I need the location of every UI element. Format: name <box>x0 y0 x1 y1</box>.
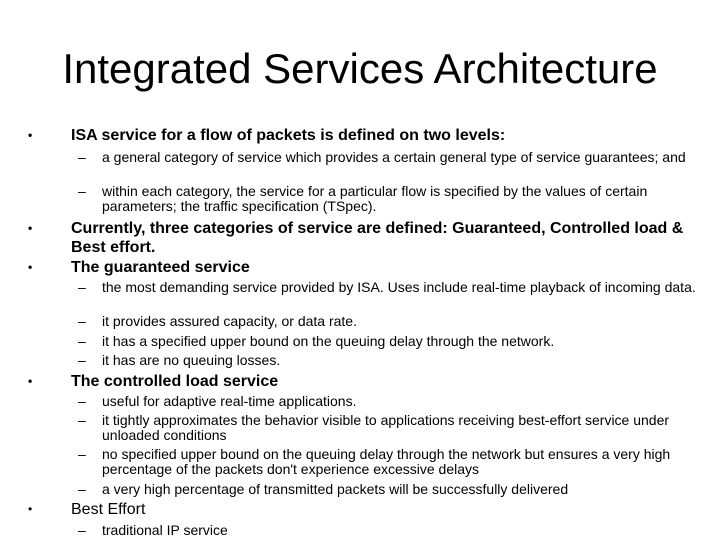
sub-item <box>78 393 702 409</box>
slide-title: Integrated Services Architecture <box>62 45 658 92</box>
sub-item-text: the most demanding service provided by ISA. Uses include real-time playback of incoming data. <box>102 279 696 295</box>
dash-icon: – <box>78 183 86 199</box>
bullet-item <box>28 219 691 257</box>
dash-icon: – <box>78 313 86 329</box>
sub-item-text: no specified upper bound on the queuing delay through the network but ensures a very high percentage of the packets don't experience excessive delays <box>102 446 671 477</box>
bullet-item <box>28 500 691 519</box>
sub-item-text: useful for adaptive real-time applications. <box>102 393 357 409</box>
dash-icon: – <box>78 481 86 497</box>
sub-item-text: it provides assured capacity, or data rate. <box>102 313 357 329</box>
sub-item-text: it tightly approximates the behavior visible to applications receiving best-effort service under unloaded conditions <box>102 412 670 443</box>
sub-item-text: a very high percentage of transmitted packets will be successfully delivered <box>102 481 569 497</box>
sub-item <box>78 183 702 214</box>
sub-item <box>78 522 702 538</box>
sub-item <box>78 352 702 368</box>
sub-item-text: traditional IP service <box>102 522 228 538</box>
sub-item <box>78 149 702 165</box>
sub-item <box>78 333 702 349</box>
dash-icon: – <box>78 393 86 409</box>
sub-item-text: a general category of service which provides a certain general type of service guarantees; and <box>102 149 686 165</box>
dash-icon: – <box>78 522 86 538</box>
dash-icon: – <box>78 352 86 368</box>
dash-icon: – <box>78 333 86 349</box>
bullet-text: Best Effort <box>71 501 146 518</box>
dash-icon: – <box>78 279 86 295</box>
bullet-icon: • <box>28 221 33 235</box>
bullet-icon: • <box>28 502 33 516</box>
sub-item-text: it has are no queuing losses. <box>102 352 281 368</box>
bullet-text: Currently, three categories of service are defined: Guaranteed, Controlled load & Best effort. <box>71 220 684 256</box>
sub-item <box>78 412 702 443</box>
bullet-text: The controlled load service <box>71 373 279 390</box>
bullet-text: ISA service for a flow of packets is defined on two levels: <box>71 127 506 144</box>
bullet-item <box>28 126 691 145</box>
dash-icon: – <box>78 412 86 428</box>
dash-icon: – <box>78 446 86 462</box>
bullet-item <box>28 372 691 391</box>
sub-item <box>78 279 702 295</box>
sub-item <box>78 446 702 477</box>
sub-item-text: within each category, the service for a particular flow is specified by the values of certain parameters; the traffic specification (TSpec). <box>102 183 648 214</box>
sub-item <box>78 481 702 497</box>
bullet-icon: • <box>28 374 33 388</box>
sub-item-text: it has a specified upper bound on the queuing delay through the network. <box>102 333 555 349</box>
sub-item <box>78 313 702 329</box>
dash-icon: – <box>78 149 86 165</box>
bullet-text: The guaranteed service <box>71 259 250 276</box>
bullet-item <box>28 258 691 277</box>
bullet-icon: • <box>28 128 33 142</box>
bullet-icon: • <box>28 260 33 274</box>
